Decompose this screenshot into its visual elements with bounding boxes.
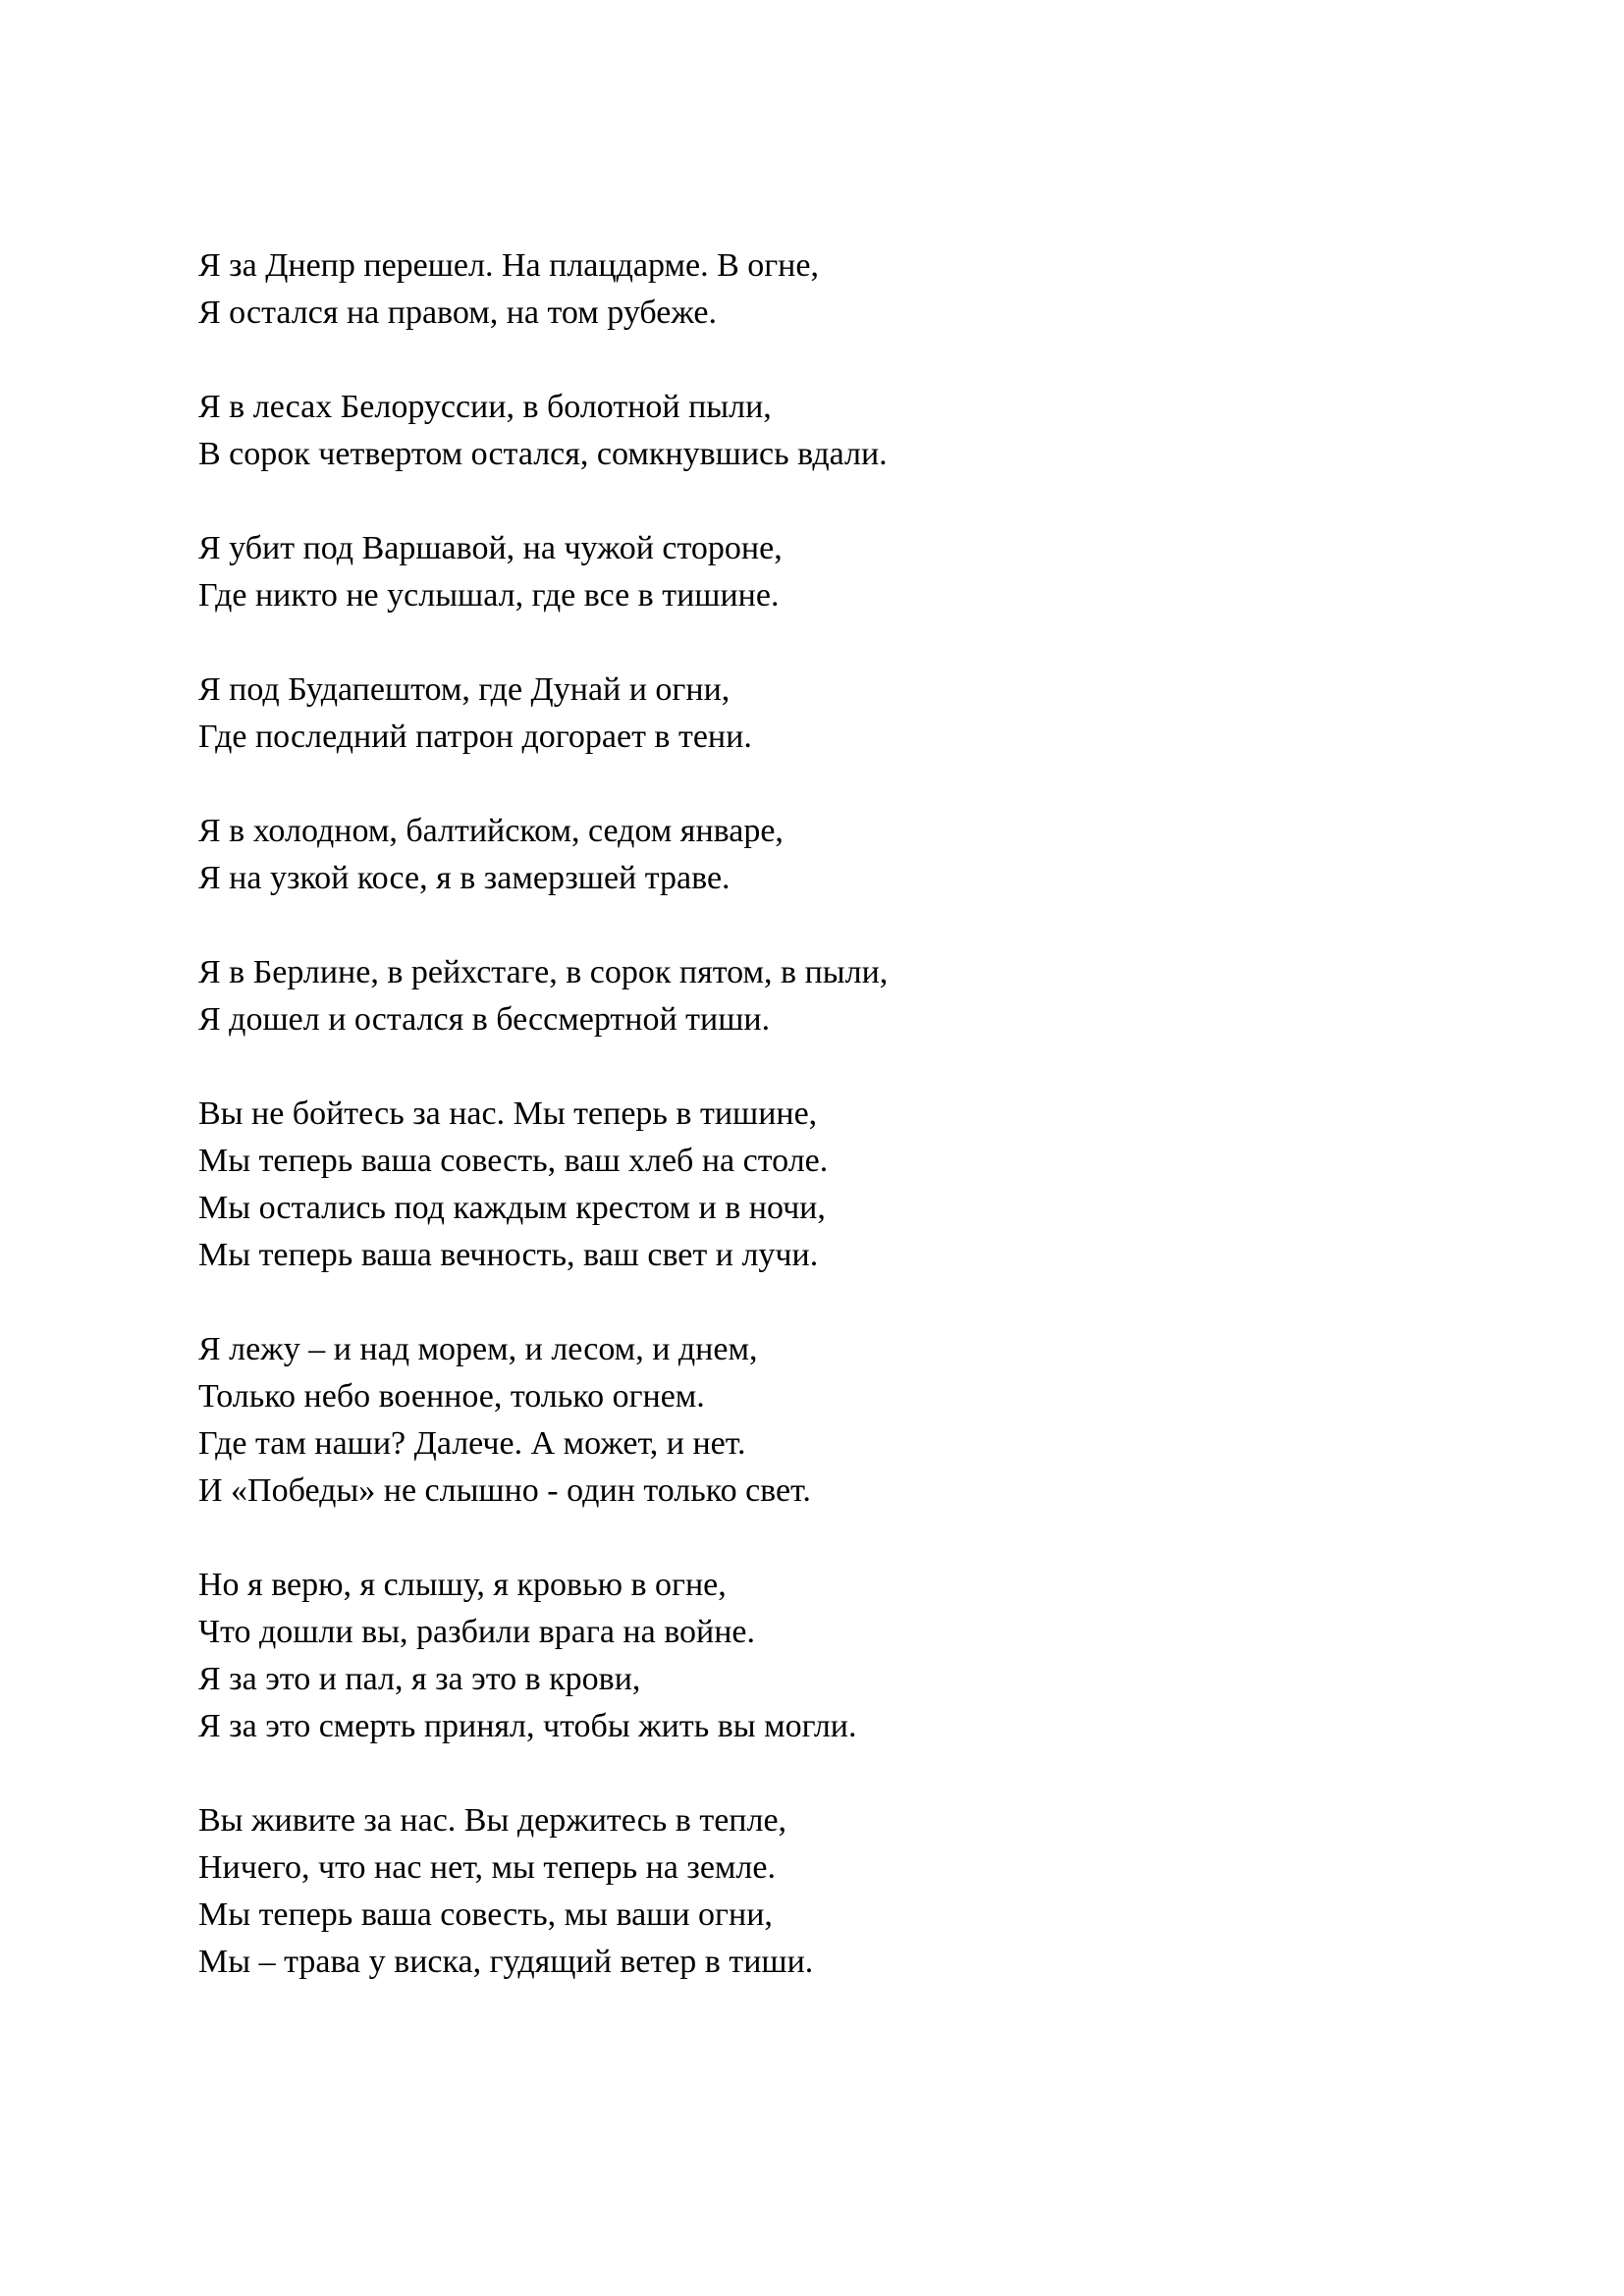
stanza-4 [198,667,1426,761]
stanza-5 [198,808,1426,902]
poem-line: Я лежу – и над морем, и лесом, и днем, [198,1331,758,1367]
poem-line: Я в холодном, балтийском, седом январе, [198,813,784,849]
poem-line: Вы живите за нас. Вы держитесь в тепле, [198,1802,787,1839]
poem-line: Где там наши? Далече. А может, и нет. [198,1425,746,1462]
stanza-2 [198,384,1426,478]
stanza-1 [198,242,1426,337]
poem-line: Где никто не услышал, где все в тишине. [198,577,780,614]
poem-line: Я за это смерть принял, чтобы жить вы могли. [198,1708,857,1744]
poem-line: Мы остались под каждым крестом и в ночи, [198,1190,826,1226]
stanza-8 [198,1326,1426,1515]
poem-line: Мы – трава у виска, гудящий ветер в тиши. [198,1944,814,1980]
poem-line: Я остался на правом, на том рубеже. [198,294,717,331]
stanza-7 [198,1091,1426,1279]
poem-line: Мы теперь ваша вечность, ваш свет и лучи. [198,1237,819,1273]
stanza-10 [198,1797,1426,1986]
poem-line: Ничего, что нас нет, мы теперь на земле. [198,1849,776,1886]
poem-body [198,242,1426,1986]
poem-line: Я дошел и остался в бессмертной тиши. [198,1001,771,1038]
poem-line: Но я верю, я слышу, я кровью в огне, [198,1567,727,1603]
poem-line: Что дошли вы, разбили врага на войне. [198,1614,755,1650]
poem-line: Где последний патрон догорает в тени. [198,719,752,755]
poem-line: Только небо военное, только огнем. [198,1378,705,1415]
stanza-9 [198,1562,1426,1750]
poem-line: Я под Будапештом, где Дунай и огни, [198,671,731,708]
poem-line: Мы теперь ваша совесть, ваш хлеб на столе. [198,1143,829,1179]
stanza-3 [198,525,1426,619]
poem-line: Я за Днепр перешел. На плацдарме. В огне, [198,247,819,284]
poem-line: Я на узкой косе, я в замерзшей траве. [198,860,731,896]
poem-line: В сорок четвертом остался, сомкнувшись вдали. [198,436,888,472]
poem-line: Я за это и пал, я за это в крови, [198,1661,641,1697]
poem-line: Вы не бойтесь за нас. Мы теперь в тишине, [198,1095,818,1132]
poem-line: И «Победы» не слышно - один только свет. [198,1472,811,1509]
poem-line: Мы теперь ваша совесть, мы ваши огни, [198,1896,773,1933]
stanza-6 [198,949,1426,1043]
poem-line: Я убит под Варшавой, на чужой стороне, [198,530,783,566]
poem-line: Я в лесах Белоруссии, в болотной пыли, [198,389,772,425]
poem-line: Я в Берлине, в рейхстаге, в сорок пятом, в пыли, [198,954,889,990]
